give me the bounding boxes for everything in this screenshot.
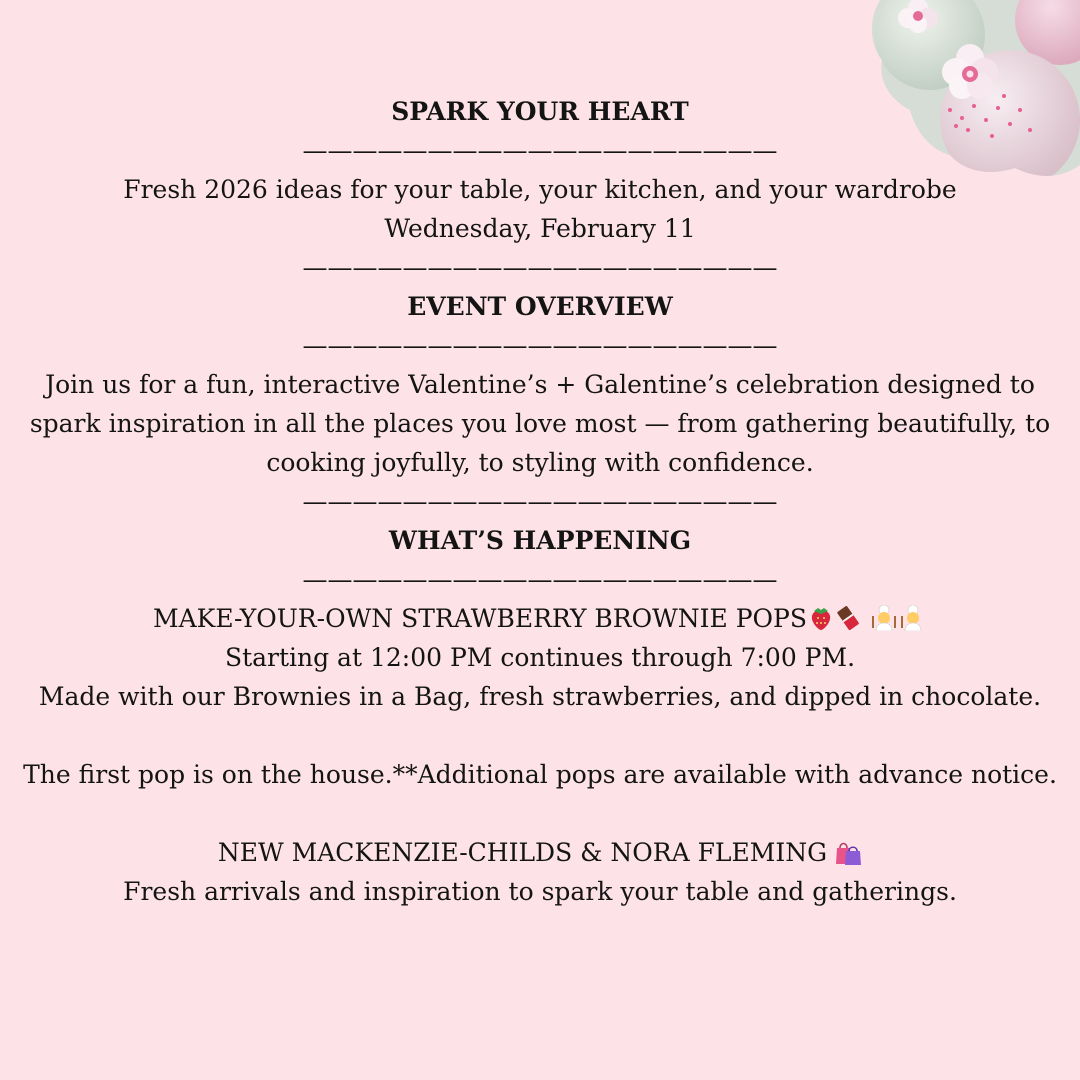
tagline: Fresh 2026 ideas for your table, your kitchen, and your wardrobe <box>123 175 957 204</box>
divider: ——————————————————— <box>302 136 778 165</box>
page-title: SPARK YOUR HEART <box>391 97 689 126</box>
new-arrivals-description: Fresh arrivals and inspiration to spark your table and gatherings. <box>123 877 957 906</box>
divider: ——————————————————— <box>302 331 778 360</box>
divider: ——————————————————— <box>302 253 778 282</box>
new-arrivals-title-row <box>0 833 1080 872</box>
brownie-pops-title: MAKE-YOUR-OWN STRAWBERRY BROWNIE POPS <box>152 604 807 633</box>
overview-heading: EVENT OVERVIEW <box>407 292 673 321</box>
divider: ——————————————————— <box>302 487 778 516</box>
chocolate-bar-icon <box>835 605 861 631</box>
divider: ——————————————————— <box>302 565 778 594</box>
strawberry-icon <box>808 605 834 631</box>
event-date: Wednesday, February 11 <box>384 214 696 243</box>
brownie-pops-description: Made with our Brownies in a Bag, fresh strawberries, and dipped in chocolate. <box>38 682 1042 711</box>
flyer-content <box>0 92 1080 911</box>
cook-icon <box>899 605 927 631</box>
overview-text: Join us for a fun, interactive Valentine’s + Galentine’s celebration designed to spark inspiration in all the places you love most — from gathering beautifully, to cooking joyfully, to styling with confidence. <box>29 370 1051 477</box>
brownie-pops-time: Starting at 12:00 PM continues through 7:00 PM. <box>224 643 856 672</box>
happening-heading: WHAT’S HAPPENING <box>388 526 692 555</box>
cook-icon <box>870 605 898 631</box>
brownie-pops-note: The first pop is on the house.**Additional pops are available with advance notice. <box>23 760 1057 789</box>
brownie-pops-title-row <box>0 599 1080 638</box>
new-arrivals-title: NEW MACKENZIE-CHILDS & NORA FLEMING <box>217 838 828 867</box>
shopping-bags-icon <box>834 839 862 865</box>
